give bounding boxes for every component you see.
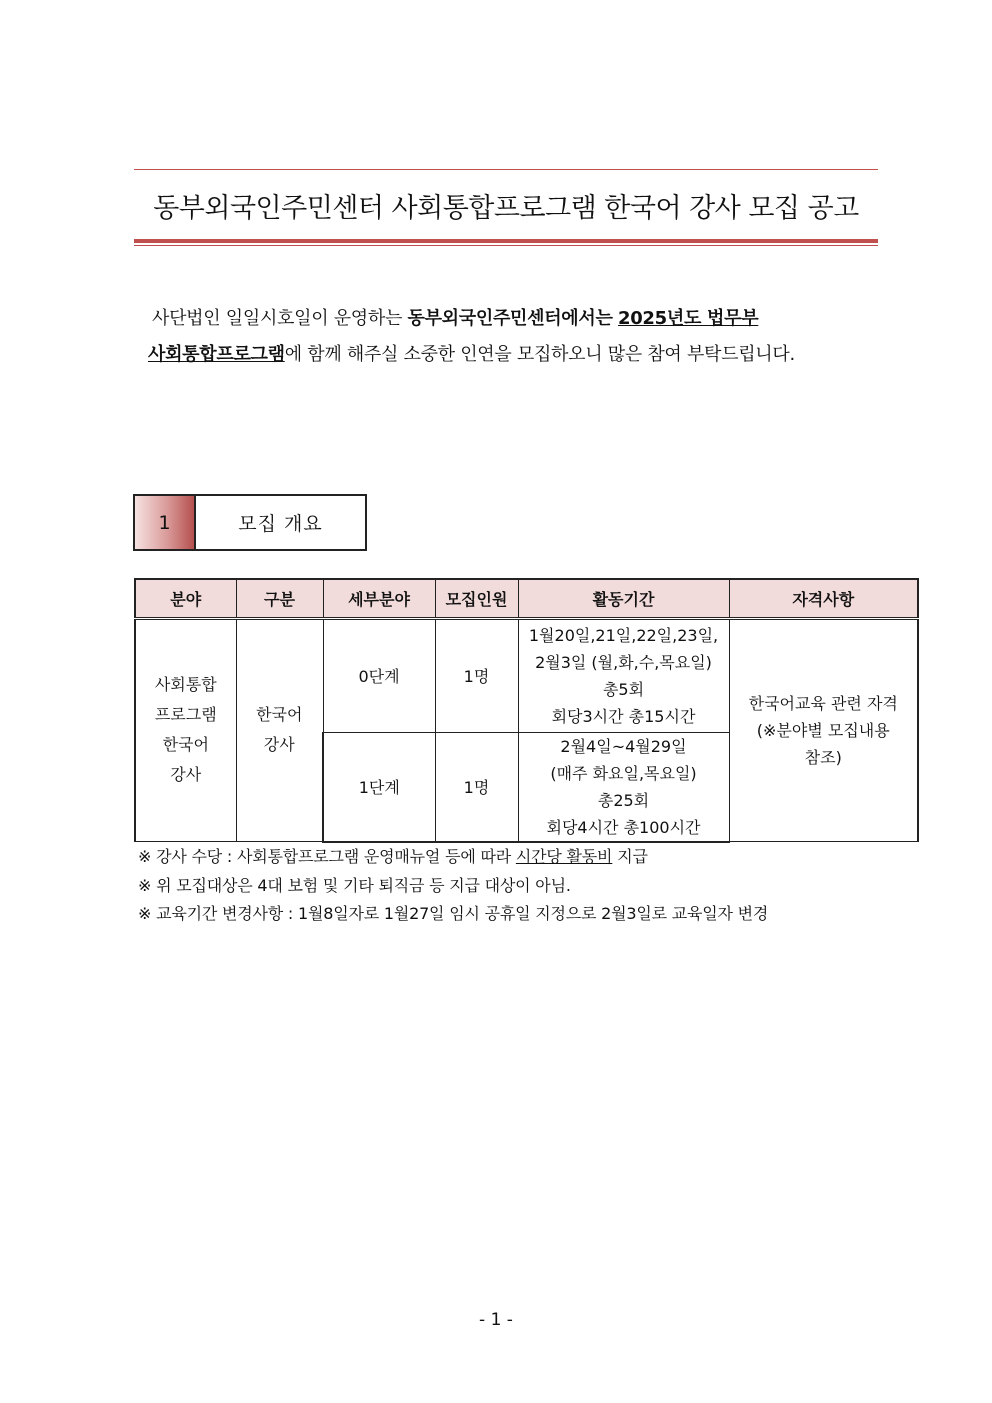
- intro-text-1: 사단법인 일일시호일이 운영하는: [152, 308, 408, 329]
- note-insurance: ※ 위 모집대상은 4대 보험 및 기타 퇴직금 등 지급 대상이 아님.: [138, 875, 571, 895]
- table-row: [135, 618, 918, 732]
- page-title: 동부외국인주민센터 사회통합프로그램 한국어 강사 모집 공고: [153, 193, 859, 224]
- intro-program-2: 사회통합프로그램: [148, 344, 285, 365]
- note-allowance: ※ 강사 수당 : 사회통합프로그램 운영매뉴얼 등에 따라 시간당 활동비 지급: [138, 847, 648, 866]
- cell-detail: 0단계: [323, 618, 435, 732]
- cell-count: 1명: [435, 618, 518, 732]
- intro-program-1: 2025년도 법무부: [617, 308, 759, 329]
- note-schedule-change: ※ 교육기간 변경사항 : 1월8일자로 1월27일 임시 공휴일 지정으로 2월3일로 교육일자 변경: [138, 904, 769, 923]
- header-qualification: 자격사항: [729, 579, 918, 618]
- cell-field: 사회통합 프로그램 한국어 강사: [135, 618, 236, 842]
- section-label: 모집 개요: [238, 513, 323, 535]
- header-count: 모집인원: [435, 579, 518, 618]
- intro-text-2: 에 함께 해주실 소중한 인연을 모집하오니 많은 참여 부탁드립니다.: [284, 344, 795, 365]
- intro-line-1: [148, 301, 868, 337]
- title-bottom-rule: [134, 239, 878, 243]
- header-category: 구분: [236, 579, 323, 618]
- title-block: [134, 169, 878, 246]
- intro-line-2: [148, 337, 868, 373]
- table-header-row: [135, 579, 918, 618]
- note-hourly-pay: 시간당 활동비: [515, 847, 613, 866]
- cell-count: 1명: [435, 732, 518, 842]
- cell-qualification: 한국어교육 관련 자격 (※분야별 모집내용 참조): [729, 618, 918, 842]
- header-period: 활동기간: [518, 579, 729, 618]
- cell-detail: 1단계: [323, 732, 435, 842]
- cell-period: 1월20일,21일,22일,23일, 2월3일 (월,화,수,목요일) 총5회 회당3시간 총15시간: [518, 618, 729, 732]
- section-heading: [133, 494, 367, 551]
- header-field: 분야: [135, 579, 236, 618]
- cell-period: 2월4일~4월29일 (매주 화요일,목요일) 총25회 회당4시간 총100시간: [518, 732, 729, 842]
- recruitment-table: [134, 578, 919, 843]
- title-bottom-rule-thin: [134, 245, 878, 246]
- notes: [138, 843, 918, 929]
- page-number: - 1 -: [479, 1310, 513, 1330]
- intro-center-name: 동부외국인주민센터에서는: [407, 308, 613, 329]
- cell-category: 한국어 강사: [236, 618, 323, 842]
- intro-paragraph: [148, 301, 868, 373]
- section-number: 1: [135, 496, 196, 549]
- header-detail: 세부분야: [323, 579, 435, 618]
